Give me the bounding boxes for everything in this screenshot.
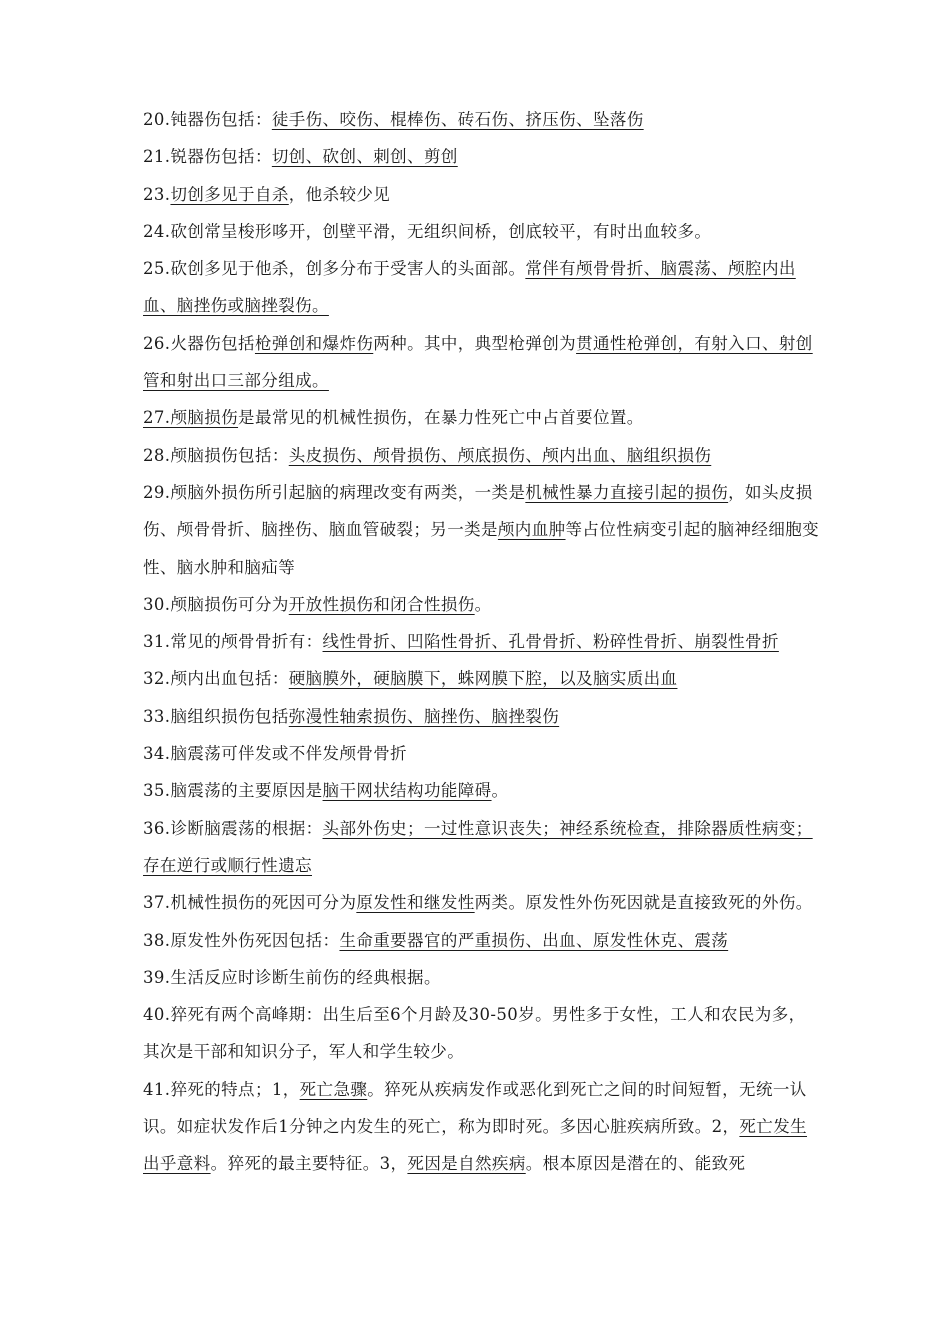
item-text: 24.砍创常呈梭形哆开，创壁平滑，无组织间桥，创底较平，有时出血较多。 [143,221,712,241]
list-item [143,213,820,250]
underlined-answer: 生命重要器官的严重损伤、出血、原发性休克、震荡 [339,930,729,950]
list-item [143,176,820,213]
underlined-answer: 头部外伤史；一过性意识丧失；神经系统检查，排除器质性病变；存在逆行或顺行性遗忘 [143,818,813,875]
item-text: 40.猝死有两个高峰期：出生后至6个月龄及30-50岁。男性多于女性，工人和农民为多，其次是干部和知识分子，军人和学生较少。 [143,1005,806,1062]
list-item [143,772,820,809]
underlined-answer: 死亡急骤 [299,1079,368,1099]
list-item [143,586,820,623]
item-text: 是最常见的机械性损伤，在暴力性死亡中占首要位置。 [238,408,644,428]
item-text: 33.脑组织损伤包括 [143,706,289,726]
list-item [143,250,820,325]
list-item [143,437,820,474]
list-item [143,623,820,660]
item-text: 34.脑震荡可伴发或不伴发颅骨骨折 [143,744,408,764]
underlined-answer: 机械性暴力直接引起的损伤 [525,482,729,502]
list-item [143,922,820,959]
list-item [143,399,820,436]
item-text: 两种。其中，典型枪弹创为 [373,333,577,353]
item-text: 25.砍创多见于他杀，创多分布于受害人的头面部。 [143,259,526,279]
item-text: 。根本原因是潜在的、能致死 [525,1154,746,1174]
document-content [143,101,820,1183]
item-text: ，如头皮损伤、颅骨骨折、脑挫伤、脑血管破裂；另一类是 [143,482,813,540]
item-text: ，他杀较少见 [288,184,391,204]
item-text: 37.机械性损伤的死因可分为 [143,893,357,913]
underlined-answer: 27.颅脑损伤 [143,408,239,428]
list-item [143,996,820,1071]
list-item [143,698,820,735]
item-text: 28.颅脑损伤包括： [143,445,289,465]
item-text: 20.钝器伤包括： [143,110,272,129]
underlined-answer: 切创多见于自杀 [170,184,289,204]
underlined-answer: 颅内血肿 [497,520,566,540]
item-text: 38.原发性外伤死因包括： [143,930,340,950]
list-item [143,474,820,586]
underlined-answer: 脑干网状结构功能障碍 [322,781,492,801]
underlined-answer: 贯通性枪弹创，有射入口、射创管和射出口三部分组成。 [143,333,813,391]
item-text: 35.脑震荡的主要原因是 [143,781,323,801]
item-text: 31.常见的颅骨骨折有： [143,632,323,652]
underlined-answer: 切创、砍创、刺创、剪创 [271,147,458,167]
item-text: 两类。原发性外伤死因就是直接致死的外伤。 [474,893,813,913]
list-item [143,735,820,772]
item-text: 36.诊断脑震荡的根据： [143,818,323,838]
underlined-answer: 头皮损伤、颅骨损伤、颅底损伤、颅内出血、脑组织损伤 [288,445,712,465]
item-text: 26.火器伤包括 [143,333,255,353]
underlined-answer: 死亡发生出乎意料 [143,1117,808,1174]
list-item [143,959,820,996]
list-item [143,1071,820,1183]
list-item [143,138,820,175]
item-text: 32.颅内出血包括： [143,669,289,689]
item-text: 39.生活反应时诊断生前伤的经典根据。 [143,967,441,987]
item-text: 。猝死从疾病发作或恶化到死亡之间的时间短暂，无统一认识。如症状发作后1分钟之内发生的死亡，称为即时死。多因心脏疾病所致。2， [143,1079,807,1137]
underlined-answer: 常伴有颅骨骨折、脑震荡、颅腔内出血、脑挫伤或脑挫裂伤。 [143,259,796,316]
underlined-answer: 开放性损伤和闭合性损伤 [288,594,475,614]
item-text: 。 [491,781,509,801]
list-item [143,884,820,921]
list-item [143,325,820,400]
list-item [143,810,820,885]
underlined-answer: 弥漫性轴索损伤、脑挫伤、脑挫裂伤 [288,706,560,726]
item-text: 41.猝死的特点；1， [143,1079,300,1099]
underlined-answer: 硬脑膜外，硬脑膜下，蛛网膜下腔，以及脑实质出血 [288,669,678,689]
underlined-answer: 枪弹创和爆炸伤 [254,333,374,353]
item-text: 30.颅脑损伤可分为 [143,594,289,614]
underlined-answer: 徒手伤、咬伤、棍棒伤、砖石伤、挤压伤、坠落伤 [271,110,644,129]
item-text: 21.锐器伤包括： [143,147,272,167]
item-text: 。 [474,594,492,614]
item-text: 23. [143,184,171,204]
item-text: 29.颅脑外损伤所引起脑的病理改变有两类，一类是 [143,482,526,502]
item-text: 等占位性病变引起的脑神经细胞变性、脑水肿和脑疝等 [143,520,820,577]
underlined-answer: 原发性和继发性 [356,893,475,913]
list-item [143,660,820,697]
underlined-answer: 线性骨折、凹陷性骨折、孔骨骨折、粉碎性骨折、崩裂性骨折 [322,632,779,652]
item-text: 。猝死的最主要特征。3， [210,1154,408,1174]
list-item [143,101,820,138]
underlined-answer: 死因是自然疾病 [407,1154,526,1174]
